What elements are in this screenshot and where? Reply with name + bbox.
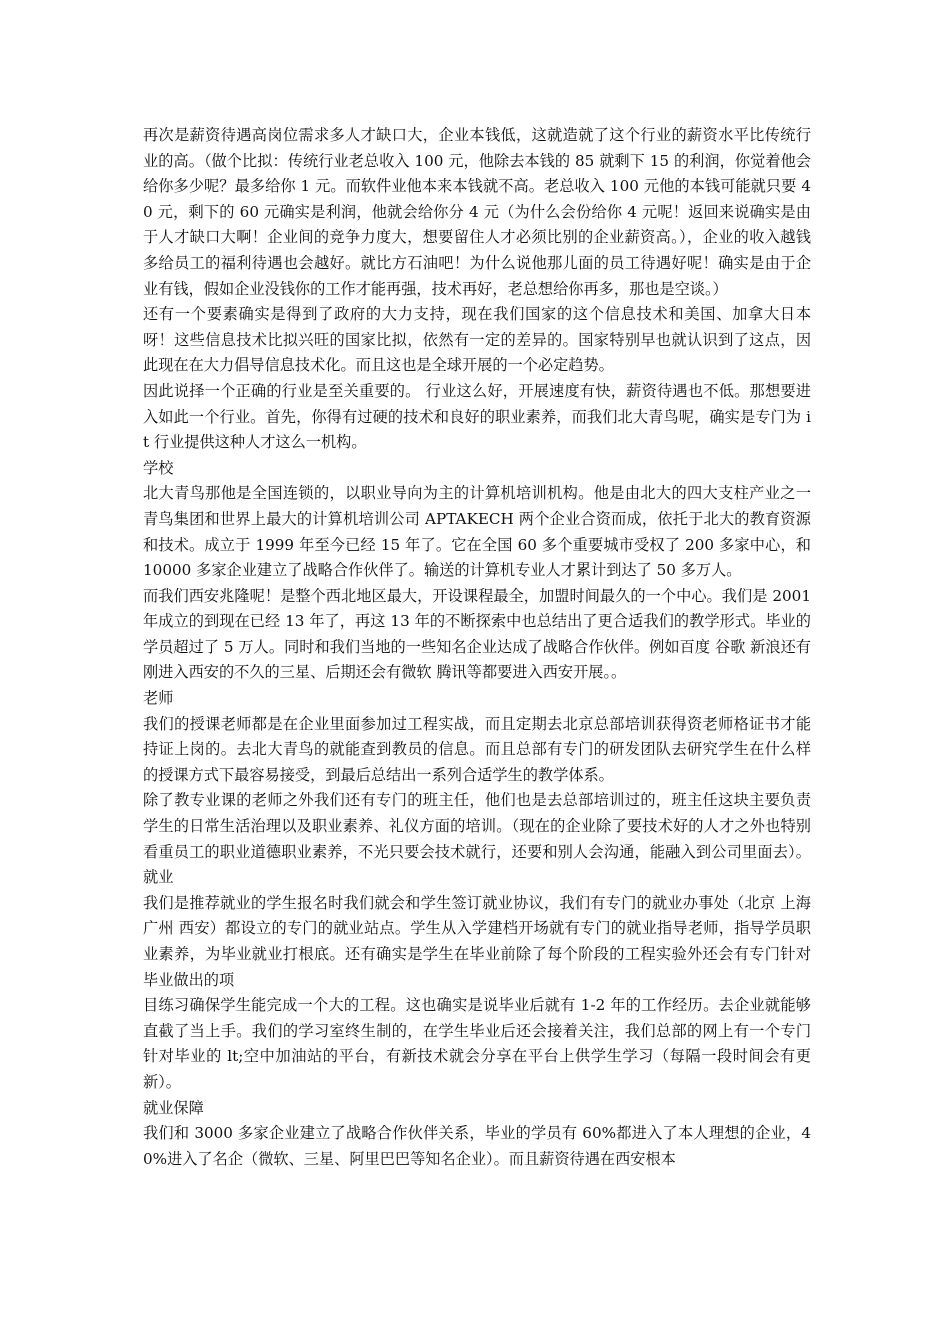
paragraph-employment: 我们是推荐就业的学生报名时我们就会和学生签订就业协议，我们有专门的就业办事处（北京 上海 广州 西安）都设立的专门的就业站点。学生从入学建档开场就有专门的就业指导老师，指导学员职业素养，为毕业就业打根底。还有确实是学生在毕业前除了每个阶段的工程实验外还会有专门针对毕业做出的项 <box>143 893 811 989</box>
paragraph-partners: 我们和 3000 多家企业建立了战略合作伙伴关系，毕业的学员有 60%都进入了本人理想的企业，40%进入了名企（微软、三星、阿里巴巴等知名企业）。而且薪资待遇在西安根本 <box>143 1124 811 1168</box>
paragraph-xian-center: 而我们西安兆隆呢！是整个西北地区最大，开设课程最全，加盟时间最久的一个中心。我们是 2001 年成立的到现在已经 13 年了，再这 13 年的不断探索中也总结出了更合适我们的教学形式。毕业的学员超过了 5 万人。同时和我们当地的一些知名企业达成了战略合作伙伴。例如百度 谷歌 新浪还有刚进入西安的不久的三星、后期还会有微软 腾讯等都要进入西安开展。。 <box>143 586 811 682</box>
paragraph-school-intro: 北大青鸟那他是全国连锁的，以职业导向为主的计算机培训机构。他是由北大的四大支柱产业之一青鸟集团和世界上最大的计算机培训公司 APTAKECH 两个企业合资而成，依托于北大的教育资源和技术。成立于 1999 年至今已经 15 年了。它在全国 60 多个重要城市受权了 200 多家中心，和 10000 多家企业建立了战略合作伙伴了。输送的计算机专业人才累计到达了 50 多万人。 <box>143 484 811 580</box>
document-body <box>143 123 811 1172</box>
paragraph-project-practice: 目练习确保学生能完成一个大的工程。这也确实是说毕业后就有 1-2 年的工作经历。去企业就能够直截了当上手。我们的学习室终生制的，在学生毕业后还会接着关注，我们总部的网上有一个专门针对毕业的 lt;空中加油站的平台，有新技术就会分享在平台上供学生学习（每隔一段时间会有更新）。 <box>143 996 811 1091</box>
paragraph-class-teacher: 除了教专业课的老师之外我们还有专门的班主任，他们也是去总部培训过的，班主任这块主要负责学生的日常生活治理以及职业素养、礼仪方面的培训。（现在的企业除了要技术好的人才之外也特别看重员工的职业道德职业素养，不光只要会技术就行，还要和别人会沟通，能融入到公司里面去）。 就业 <box>143 791 811 887</box>
paragraph-choose-industry: 因此说择一个正确的行业是至关重要的。 行业这么好，开展速度有快，薪资待遇也不低。那想要进入如此一个行业。首先，你得有过硬的技术和良好的职业素养，而我们北大青鸟呢，确实是专门为 it 行业提供这种人才这么一机构。 <box>143 381 811 452</box>
section-heading-teachers: 老师 <box>143 689 174 708</box>
paragraph-salary: 再次是薪资待遇高岗位需求多人才缺口大，企业本钱低，这就造就了这个行业的薪资水平比传统行业的高。（做个比拟：传统行业老总收入 100 元，他除去本钱的 85 就剩下 15 的利润，你觉着他会给你多少呢？最多给你 1 元。而软件业他本来本钱就不高。老总收入 100 元他的本钱可能就只要 40 元，剩下的 60 元确实是利润，他就会给你分 4 元（为什么会份给你 4 元呢！返回来说确实是由于人才缺口大啊！企业间的竞争力度大，想要留住人才必须比别的企业薪资高。），企业的收入越钱多给员工的福利待遇也会越好。就比方石油吧！为什么说他那儿面的员工待遇好呢！确实是由于企业有钱，假如企业没钱你的工作才能再强，技术再好，老总想给你再多，那也是空谈。） <box>143 126 811 298</box>
paragraph-teachers: 我们的授课老师都是在企业里面参加过工程实战，而且定期去北京总部培训获得资老师格证书才能持证上岗的。去北大青鸟的就能查到教员的信息。而且总部有专门的研发团队去研究学生在什么样的授课方式下最容易接受，到最后总结出一系列合适学生的教学体系。 <box>143 714 811 784</box>
section-heading-school: 学校 <box>143 458 174 477</box>
paragraph-government-support: 还有一个要素确实是得到了政府的大力支持，现在我们国家的这个信息技术和美国、加拿大日本呀！这些信息技术比拟兴旺的国家比拟，依然有一定的差异的。国家特别早也就认识到了这点，因此现在在大力倡导信息技术化。而且这也是全球开展的一个必定趋势。 <box>143 305 811 375</box>
section-heading-employment-guarantee: 就业保障 <box>143 1098 204 1117</box>
